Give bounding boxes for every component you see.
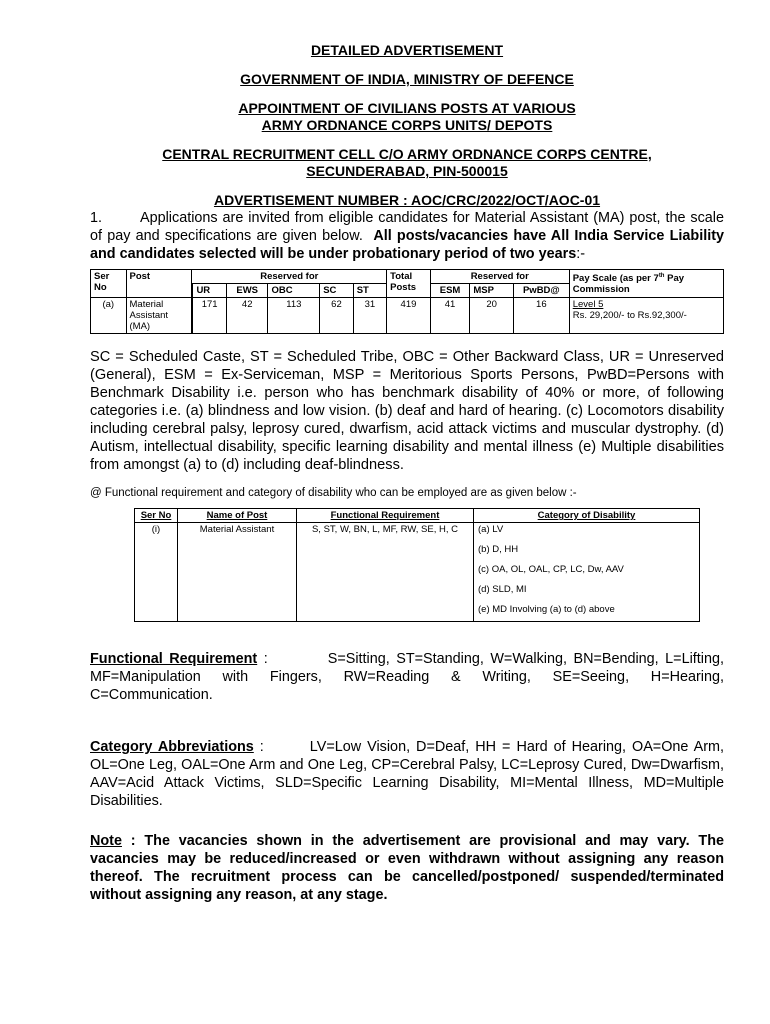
appointment-heading-2: ARMY ORDNANCE CORPS UNITS/ DEPOTS — [261, 117, 553, 133]
functional-requirement-legend — [90, 650, 724, 704]
cell-post: Material Assistant (MA) — [126, 298, 192, 334]
label-colon: : — [253, 739, 264, 755]
th-pwbd: PwBD@ — [513, 284, 569, 298]
th-esm: ESM — [430, 284, 470, 298]
note-label: Note — [90, 833, 122, 849]
cell-pay-scale: Level 5 Rs. 29,200/- to Rs.92,300/- — [569, 298, 723, 334]
intro-text: Applications are invited from eligible candidates for Material Assistant (MA) post, the scale of pay and specifications are given below. — [90, 210, 724, 244]
note-text: : The vacancies shown in the advertisement are provisional and may vary. The vacancies may be reduced/increased or even withdrawn without assigning any reason thereof. The recruitment process can be cancelled/postponed/ suspended/terminated without assigning any reason, at any stage. — [90, 833, 724, 903]
cell-msp: 20 — [470, 298, 514, 334]
th-sc: SC — [320, 284, 353, 298]
cell-total: 419 — [387, 298, 431, 334]
cell-functional-requirement: S, ST, W, BN, L, MF, RW, SE, H, C — [297, 523, 474, 622]
functional-requirement-text: S=Sitting, ST=Standing, W=Walking, BN=Bending, L=Lifting, MF=Manipulation with Fingers, RW=Reading & Writing, SE=Seeing, H=Hearing, C=Communication. — [90, 651, 724, 703]
th-st: ST — [353, 284, 386, 298]
advertisement-number: ADVERTISEMENT NUMBER : AOC/CRC/2022/OCT/AOC-01 — [213, 192, 601, 208]
th-category-of-disability: Category of Disability — [474, 509, 700, 523]
th-func-ser-no: Ser No — [135, 509, 178, 523]
th-obc: OBC — [268, 284, 320, 298]
recruitment-cell-heading-2: SECUNDERABAD, PIN-500015 — [306, 163, 508, 179]
cell-name-of-post: Material Assistant — [178, 523, 297, 622]
vacancy-table — [90, 269, 724, 334]
recruitment-cell-heading-1: CENTRAL RECRUITMENT CELL C/O ARMY ORDNANCE CORPS CENTRE, — [162, 146, 652, 162]
para-number: 1. — [90, 210, 103, 226]
appointment-heading-1: APPOINTMENT OF CIVILIANS POSTS AT VARIOUS — [238, 100, 576, 116]
category-item: (d) SLD, MI — [478, 584, 527, 595]
th-total-posts: Total Posts — [387, 270, 431, 298]
category-abbreviations-legend — [90, 738, 724, 810]
category-item: (b) D, HH — [478, 544, 519, 555]
th-post: Post — [126, 270, 192, 298]
category-abbreviations-text: LV=Low Vision, D=Deaf, HH = Hard of Hearing, OA=One Arm, OL=One Leg, OAL=One Arm and One Leg, CP=Cerebral Palsy, LC=Leprosy Cured, Dw=Dwarfism, AAV=Acid Attack Victims, SLD=Specific Learning Disability, MI=Mental Illness, MD=Multiple Disabilities. — [90, 739, 724, 809]
th-functional-requirement: Functional Requirement — [297, 509, 474, 523]
cell-func-ser: (i) — [135, 523, 178, 622]
th-ews: EWS — [226, 284, 268, 298]
cell-ews: 42 — [226, 298, 268, 334]
note-paragraph — [90, 832, 724, 904]
functional-requirement-label: Functional Requirement — [90, 651, 258, 667]
category-item: (c) OA, OL, OAL, CP, LC, Dw, AAV — [478, 564, 624, 575]
cell-ur: 171 — [193, 298, 226, 334]
cell-pwbd: 16 — [513, 298, 569, 334]
cell-sc: 62 — [320, 298, 353, 334]
cell-category-list — [474, 523, 700, 622]
cell-obc: 113 — [268, 298, 320, 334]
category-item: (e) MD Involving (a) to (d) above — [478, 604, 615, 615]
th-ser-no: Ser No — [91, 270, 127, 298]
document-page — [90, 42, 724, 904]
label-colon: : — [257, 651, 268, 667]
intro-bold-text: All posts/vacancies have All India Service Liability and candidates selected will be under probationary period of two years — [90, 228, 725, 262]
functional-table — [134, 508, 700, 622]
category-abbreviations-label: Category Abbreviations — [90, 739, 254, 755]
doc-title: DETAILED ADVERTISEMENT — [310, 42, 504, 58]
abbreviation-paragraph: SC = Scheduled Caste, ST = Scheduled Tribe, OBC = Other Backward Class, UR = Unreserved (General), ESM = Ex-Serviceman, MSP = Meritorious Sports Persons, PwBD=Persons with Benchmark Disability i.e. person who has benchmark disability of 40% or more, of following categories i.e. (a) blindness and low vision. (b) deaf and hard of hearing. (c) Locomotors disability including cerebral palsy, leprosy cured, dwarfism, acid attack victims and muscular dystrophy. (d) Autism, intellectual disability, specific learning disability and mental illness (e) Multiple disabilities from amongst (a) to (d) including deaf-blindness. — [90, 349, 724, 473]
th-name-of-post: Name of Post — [178, 509, 297, 523]
th-reserved-for-2: Reserved for — [430, 270, 569, 284]
functional-intro: @ Functional requirement and category of disability who can be employed are as given below :- — [90, 487, 577, 499]
th-ur: UR — [193, 284, 226, 298]
th-reserved-for: Reserved for — [192, 270, 387, 284]
cell-ser: (a) — [91, 298, 127, 334]
intro-paragraph — [90, 209, 724, 263]
intro-end: :- — [576, 246, 585, 262]
table-row — [91, 298, 724, 334]
cell-esm: 41 — [430, 298, 470, 334]
cell-st: 31 — [353, 298, 386, 334]
table-row — [135, 523, 700, 622]
th-msp: MSP — [470, 284, 514, 298]
category-item: (a) LV — [478, 524, 504, 535]
ministry-heading: GOVERNMENT OF INDIA, MINISTRY OF DEFENCE — [240, 71, 574, 87]
th-pay-scale: Pay Scale (as per 7th Pay Commission — [569, 270, 723, 298]
